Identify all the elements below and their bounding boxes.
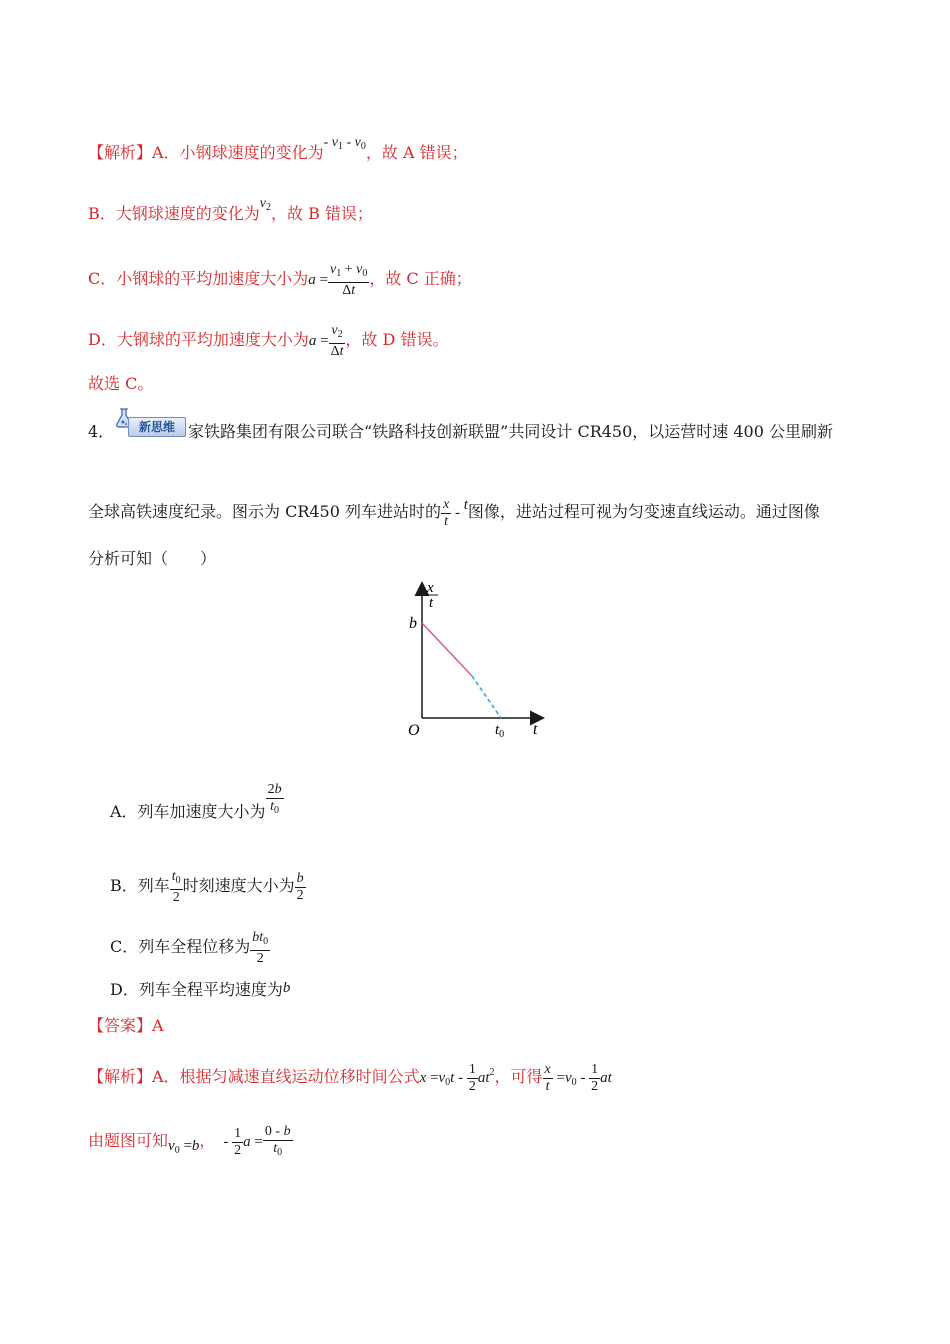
option-b-pre: B．列车 (110, 875, 170, 895)
formula-bt0-over-2: $\frac{bt_0}{2}$ (252, 930, 269, 966)
analysis-b-text: B．大钢球速度的变化为 (88, 204, 260, 223)
y-label-den: t (429, 595, 434, 611)
option-a-text: A．列车加速度大小为 (110, 801, 266, 821)
badge-label: 新思维 (128, 417, 186, 437)
xt-t-graph (400, 576, 560, 742)
y-label-num: x (427, 580, 434, 596)
analysis-d-text: D．大钢球的平均加速度大小为 (88, 329, 309, 349)
analysis-a-text-2: A．根据匀减速直线运动位移时间公式 (152, 1067, 420, 1086)
option-c-text: C．列车全程位移为 (110, 936, 251, 956)
y-intercept-label: b (409, 615, 417, 632)
question-line3: 分析可知（ ） (88, 549, 217, 568)
formula-accel-big: a = $\frac{v_2}{\Delta t}$ (308, 323, 344, 359)
formula-displacement: $x =v_0t$ - $\frac{1}{2}$ $at^2$ (419, 1062, 495, 1095)
question-line2-b: 图像，进站过程可视为匀变速直线运动。通过图像 (467, 501, 820, 521)
analysis-a-tail: ，故 A 错误； (365, 143, 468, 162)
analysis-b-line (88, 196, 373, 231)
question-line2 (88, 497, 820, 530)
option-b[interactable] (110, 869, 306, 906)
analysis-a-text: A．小钢球速度的变化为 (152, 143, 324, 162)
analysis-c-line (88, 262, 472, 299)
x-axis-label: t (533, 721, 538, 738)
analysis-line2-text: 由题图可知 (88, 1130, 169, 1150)
solid-line-segment (422, 623, 472, 676)
option-d-text: D．列车全程平均速度为 (110, 980, 283, 999)
analysis-d-line (88, 323, 448, 360)
formula-b: b (282, 980, 291, 996)
formula-x-over-t-expression: $\frac{x}{t}$ $=v_0$ - $\frac{1}{2}$ at (544, 1062, 612, 1095)
formula-accel-relation: - $\frac{1}{2}$ a = $\frac{0 - b}{t_0}$ (223, 1124, 291, 1158)
formula-b-over-2: $\frac{b}{2}$ (296, 871, 304, 903)
origin-label: O (408, 722, 420, 739)
question-number: 4． (88, 422, 115, 441)
option-d[interactable] (110, 979, 290, 1002)
answer-line: 【答案】A (88, 1016, 164, 1035)
new-thinking-badge (112, 407, 186, 437)
formula-delta-v-small: - $v_1 - v_0$ (323, 135, 366, 152)
analysis-conclusion: 故选 C。 (88, 374, 154, 393)
formula-accel-small: a = $\frac{v_1 + v_0}{\Delta t}$ (308, 262, 368, 298)
analysis-label-2: 【解析】 (88, 1067, 153, 1086)
analysis-a-line (88, 135, 468, 170)
analysis-line2 (88, 1124, 293, 1161)
analysis-d-tail: ，故 D 错误。 (345, 329, 449, 349)
analysis-line1 (88, 1062, 612, 1095)
option-a[interactable] (110, 782, 284, 832)
formula-v0-equals-b: $v_0 =b$ (168, 1137, 200, 1156)
analysis-c-tail: ，故 C 正确； (369, 268, 472, 288)
analysis-label: 【解析】 (88, 143, 153, 162)
t0-label: $t_0$ (495, 722, 505, 740)
formula-2b-over-t0: $\frac{2b}{t_0}$ (267, 782, 282, 816)
question-line1: 家铁路集团有限公司联合“铁路科技创新联盟”共同设计 CR450，以运营时速 400 公里刷新 (188, 422, 833, 441)
formula-x-over-t: $\frac{x}{t}$ - t (443, 496, 468, 529)
option-b-mid: 时刻速度大小为 (182, 875, 295, 895)
option-c[interactable] (110, 930, 270, 967)
dashed-line-segment (472, 676, 501, 718)
analysis-a-mid: ，可得 (494, 1067, 543, 1086)
formula-t0-over-2: $\frac{t_0}{2}$ (171, 869, 181, 905)
question-line2-a: 全球高铁速度纪录。图示为 CR450 列车进站时的 (88, 501, 442, 521)
formula-v2: $v_2$ (259, 196, 271, 213)
analysis-b-tail: ，故 B 错误； (270, 204, 373, 223)
analysis-c-text: C．小钢球的平均加速度大小为 (88, 268, 309, 288)
analysis-comma: ， (199, 1130, 216, 1150)
